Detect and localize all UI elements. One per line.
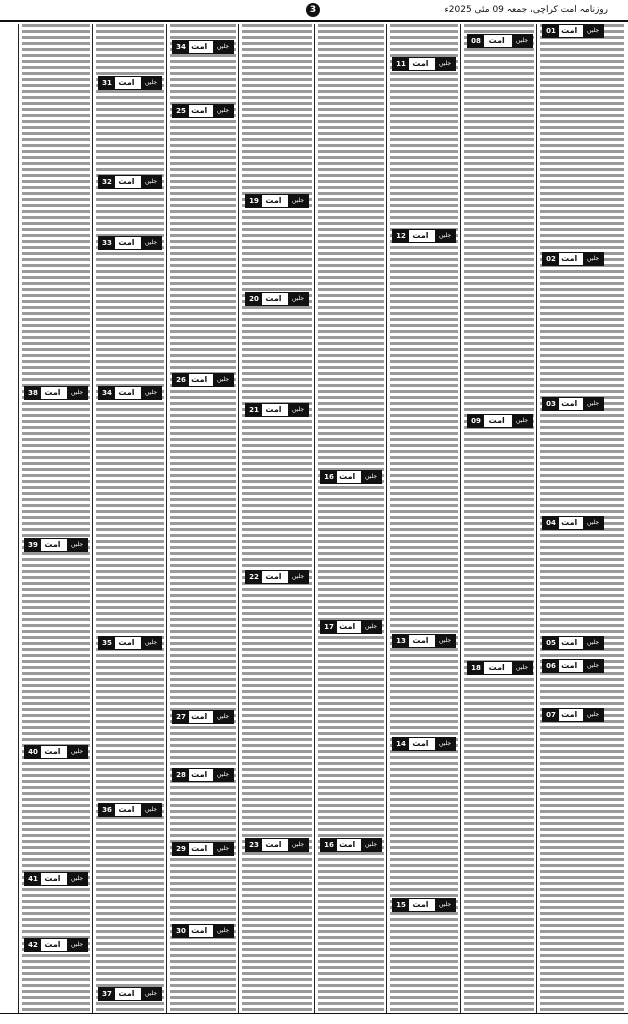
ad-number: 27 xyxy=(173,711,189,723)
ad-logo: جلیں xyxy=(67,939,87,951)
classified-ad-box xyxy=(392,229,456,243)
column-rule xyxy=(92,24,93,1014)
ad-logo: جلیں xyxy=(213,41,233,53)
ad-number: 16 xyxy=(321,471,337,483)
ad-brand: امت xyxy=(488,416,505,425)
ad-number: 23 xyxy=(246,839,262,851)
ad-number: 42 xyxy=(25,939,41,951)
ad-number: 08 xyxy=(468,35,484,47)
ad-number: 25 xyxy=(173,105,189,117)
ad-number: 38 xyxy=(25,387,41,399)
text-column-3 xyxy=(390,22,458,1014)
classified-ad-box xyxy=(24,938,88,952)
classified-ad-box xyxy=(98,76,162,90)
ad-logo: جلیں xyxy=(583,709,603,721)
ad-brand: امت xyxy=(488,663,505,672)
ad-brand: امت xyxy=(265,294,282,303)
ad-number: 41 xyxy=(25,873,41,885)
ad-number: 30 xyxy=(173,925,189,937)
ad-logo: جلیں xyxy=(213,925,233,937)
classified-ad-box xyxy=(98,386,162,400)
ad-number: 07 xyxy=(543,709,559,721)
classified-ad-box xyxy=(542,252,604,266)
ad-brand: امت xyxy=(561,254,578,263)
ad-number: 21 xyxy=(246,404,262,416)
ad-brand: امت xyxy=(118,238,135,247)
ad-number: 17 xyxy=(321,621,337,633)
ad-number: 37 xyxy=(99,988,115,1000)
classified-ad-box xyxy=(24,872,88,886)
text-column-6 xyxy=(170,22,236,1014)
classified-ad-box xyxy=(320,838,382,852)
ad-logo: جلیں xyxy=(67,746,87,758)
ad-brand: امت xyxy=(118,388,135,397)
ad-number: 14 xyxy=(393,738,409,750)
page-number: 3 xyxy=(306,3,320,17)
ad-brand: امت xyxy=(265,196,282,205)
ad-logo: جلیں xyxy=(288,195,308,207)
ad-brand: امت xyxy=(118,638,135,647)
classified-ad-box xyxy=(245,194,309,208)
ad-brand: امت xyxy=(561,26,578,35)
ad-brand: امت xyxy=(191,106,208,115)
ad-brand: امت xyxy=(412,900,429,909)
ad-number: 33 xyxy=(99,237,115,249)
ad-logo: جلیں xyxy=(435,58,455,70)
ad-brand: امت xyxy=(561,661,578,670)
ad-logo: جلیں xyxy=(141,77,161,89)
classified-ad-box xyxy=(172,40,234,54)
ad-logo: جلیں xyxy=(141,988,161,1000)
ad-logo: جلیں xyxy=(583,398,603,410)
ad-brand: امت xyxy=(561,638,578,647)
ad-brand: امت xyxy=(265,572,282,581)
classified-ad-box xyxy=(245,570,309,584)
ad-number: 36 xyxy=(99,804,115,816)
ad-logo: جلیں xyxy=(141,176,161,188)
ad-number: 34 xyxy=(173,41,189,53)
ad-number: 15 xyxy=(393,899,409,911)
ad-brand: امت xyxy=(191,375,208,384)
column-rule xyxy=(18,24,19,1014)
ad-logo: جلیں xyxy=(213,711,233,723)
classified-ad-box xyxy=(467,34,533,48)
ad-brand: امت xyxy=(118,78,135,87)
ad-logo: جلیں xyxy=(141,637,161,649)
ad-brand: امت xyxy=(488,36,505,45)
ad-brand: امت xyxy=(561,710,578,719)
ad-number: 20 xyxy=(246,293,262,305)
ad-brand: امت xyxy=(561,518,578,527)
ad-number: 09 xyxy=(468,415,484,427)
ad-logo: جلیں xyxy=(67,539,87,551)
ad-brand: امت xyxy=(191,926,208,935)
ad-logo: جلیں xyxy=(67,873,87,885)
ad-brand: امت xyxy=(265,840,282,849)
ad-logo: جلیں xyxy=(361,621,381,633)
classified-ad-box xyxy=(392,634,456,648)
classified-ad-box xyxy=(392,898,456,912)
ad-number: 11 xyxy=(393,58,409,70)
ad-number: 01 xyxy=(543,25,559,37)
ad-logo: جلیں xyxy=(512,35,532,47)
classified-ad-box xyxy=(98,175,162,189)
ad-logo: جلیں xyxy=(288,404,308,416)
ad-brand: امت xyxy=(118,177,135,186)
ad-number: 19 xyxy=(246,195,262,207)
ad-number: 34 xyxy=(99,387,115,399)
ad-brand: امت xyxy=(265,405,282,414)
ad-logo: جلیں xyxy=(583,637,603,649)
masthead-dateline: روزنامہ امت کراچی، جمعہ 09 مئی 2025ء xyxy=(444,5,608,15)
classified-ad-box xyxy=(245,292,309,306)
classified-ad-box xyxy=(172,104,234,118)
ad-number: 31 xyxy=(99,77,115,89)
ad-brand: امت xyxy=(191,42,208,51)
classified-ad-box xyxy=(98,236,162,250)
ad-logo: جلیں xyxy=(435,635,455,647)
ad-logo: جلیں xyxy=(67,387,87,399)
ad-logo: جلیں xyxy=(512,662,532,674)
ad-logo: جلیں xyxy=(361,839,381,851)
column-rule xyxy=(314,24,315,1014)
classified-ad-box xyxy=(172,768,234,782)
classified-ad-box xyxy=(172,373,234,387)
ad-number: 04 xyxy=(543,517,559,529)
ad-logo: جلیں xyxy=(583,660,603,672)
ad-logo: جلیں xyxy=(213,843,233,855)
ad-brand: امت xyxy=(339,622,356,631)
ad-brand: امت xyxy=(44,747,61,756)
text-column-8 xyxy=(22,22,90,1014)
ad-brand: امت xyxy=(412,59,429,68)
column-rule xyxy=(460,24,461,1014)
classified-ad-box xyxy=(320,470,382,484)
ad-brand: امت xyxy=(339,840,356,849)
ad-logo: جلیں xyxy=(141,387,161,399)
classified-ad-box xyxy=(24,538,88,552)
classified-ad-box xyxy=(172,842,234,856)
ad-brand: امت xyxy=(561,399,578,408)
classified-ad-box xyxy=(542,636,604,650)
ad-logo: جلیں xyxy=(583,517,603,529)
ad-logo: جلیں xyxy=(435,899,455,911)
ad-number: 39 xyxy=(25,539,41,551)
text-column-5 xyxy=(242,22,312,1014)
column-rule xyxy=(536,24,537,1014)
classified-ad-box xyxy=(98,803,162,817)
ad-number: 28 xyxy=(173,769,189,781)
ad-number: 13 xyxy=(393,635,409,647)
classified-ad-box xyxy=(392,57,456,71)
classified-ad-box xyxy=(467,414,533,428)
text-column-4 xyxy=(318,22,384,1014)
ad-logo: جلیں xyxy=(583,253,603,265)
classified-ad-box xyxy=(542,397,604,411)
ad-brand: امت xyxy=(191,712,208,721)
classified-ad-box xyxy=(98,987,162,1001)
ad-number: 06 xyxy=(543,660,559,672)
classified-ad-box xyxy=(542,516,604,530)
ad-number: 16 xyxy=(321,839,337,851)
column-rule xyxy=(386,24,387,1014)
ad-logo: جلیں xyxy=(141,804,161,816)
ad-number: 02 xyxy=(543,253,559,265)
classified-ad-box xyxy=(24,745,88,759)
classified-ad-box xyxy=(320,620,382,634)
ad-logo: جلیں xyxy=(288,293,308,305)
text-column-2 xyxy=(464,22,534,1014)
ad-logo: جلیں xyxy=(435,230,455,242)
ad-logo: جلیں xyxy=(213,769,233,781)
ad-number: 05 xyxy=(543,637,559,649)
ad-number: 29 xyxy=(173,843,189,855)
ad-brand: امت xyxy=(412,636,429,645)
ad-brand: امت xyxy=(339,472,356,481)
classified-ad-box xyxy=(245,838,309,852)
ad-brand: امت xyxy=(118,805,135,814)
ad-logo: جلیں xyxy=(288,839,308,851)
ad-logo: جلیں xyxy=(361,471,381,483)
ad-logo: جلیں xyxy=(512,415,532,427)
ad-number: 40 xyxy=(25,746,41,758)
ad-number: 22 xyxy=(246,571,262,583)
ad-brand: امت xyxy=(118,989,135,998)
ad-number: 26 xyxy=(173,374,189,386)
ad-number: 32 xyxy=(99,176,115,188)
ad-brand: امت xyxy=(191,844,208,853)
ad-logo: جلیں xyxy=(213,105,233,117)
classified-ad-box xyxy=(98,636,162,650)
column-rule xyxy=(238,24,239,1014)
classified-ad-box xyxy=(467,661,533,675)
ad-number: 35 xyxy=(99,637,115,649)
ad-brand: امت xyxy=(44,940,61,949)
ad-number: 18 xyxy=(468,662,484,674)
ad-brand: امت xyxy=(412,231,429,240)
classified-ad-box xyxy=(245,403,309,417)
ad-brand: امت xyxy=(412,739,429,748)
ad-logo: جلیں xyxy=(435,738,455,750)
classified-ad-box xyxy=(542,659,604,673)
classified-ad-box xyxy=(542,24,604,38)
ad-number: 03 xyxy=(543,398,559,410)
ad-number: 12 xyxy=(393,230,409,242)
page-footer-rule xyxy=(0,1013,628,1024)
ad-brand: امت xyxy=(44,874,61,883)
classified-ad-box xyxy=(172,924,234,938)
ad-logo: جلیں xyxy=(213,374,233,386)
classified-ad-box xyxy=(24,386,88,400)
ad-brand: امت xyxy=(191,770,208,779)
ad-brand: امت xyxy=(44,388,61,397)
ad-logo: جلیں xyxy=(141,237,161,249)
column-rule xyxy=(166,24,167,1014)
text-column-7 xyxy=(96,22,164,1014)
ad-logo: جلیں xyxy=(583,25,603,37)
page-header xyxy=(0,0,628,22)
classified-ad-box xyxy=(542,708,604,722)
classified-ad-box xyxy=(172,710,234,724)
ad-brand: امت xyxy=(44,540,61,549)
classified-ad-box xyxy=(392,737,456,751)
ad-logo: جلیں xyxy=(288,571,308,583)
